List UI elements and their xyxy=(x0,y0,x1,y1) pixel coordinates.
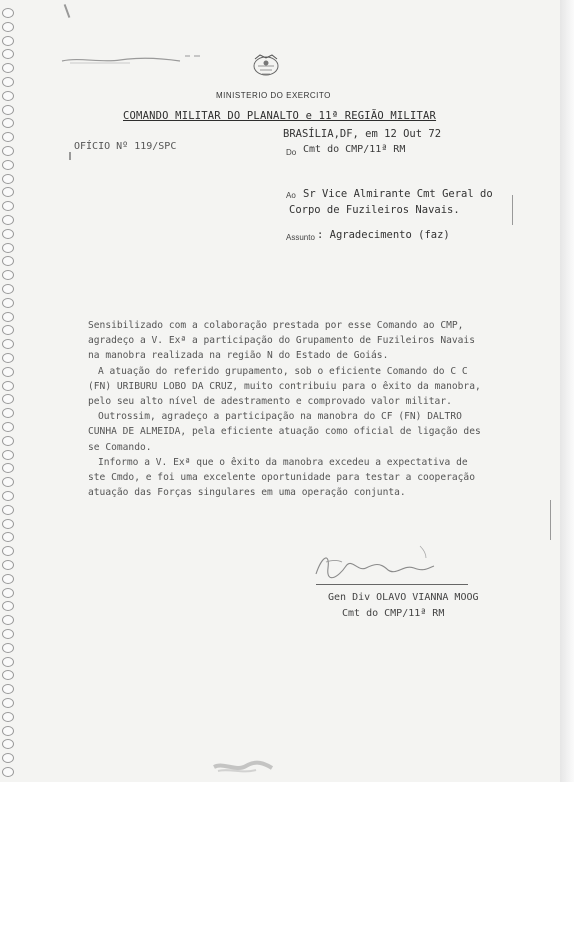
signatory-title: Cmt do CMP/11ª RM xyxy=(342,608,445,619)
binder-hole xyxy=(2,698,14,708)
body-line: pelo seu alto nível de adestramento e comprovado valor militar. xyxy=(88,396,452,408)
body-line: A atuação do referido grupamento, sob o eficiente Comando do C C xyxy=(98,365,468,377)
binder-hole xyxy=(2,312,14,322)
binder-hole xyxy=(2,367,14,377)
binder-hole xyxy=(2,284,14,294)
body-line: (FN) URIBURU LOBO DA CRUZ, muito contribuiu para o êxito da manobra, xyxy=(88,380,481,392)
binder-hole xyxy=(2,657,14,667)
binder-hole xyxy=(2,505,14,515)
binder-hole xyxy=(2,684,14,694)
sender-label: Do xyxy=(286,148,297,157)
body-line: ste Cmdo, e foi uma excelente oportunidade para testar a cooperação xyxy=(88,472,475,484)
binder-hole xyxy=(2,588,14,598)
signatory-name: Gen Div OLAVO VIANNA MOOG xyxy=(328,592,479,603)
signature-line xyxy=(316,584,468,585)
paper-smudge xyxy=(212,758,274,776)
binder-hole xyxy=(2,146,14,156)
margin-mark xyxy=(512,195,513,225)
ministry-name: MINISTERIO DO EXERCITO xyxy=(216,91,331,100)
binder-hole xyxy=(2,712,14,722)
binder-hole xyxy=(2,91,14,101)
binder-hole xyxy=(2,422,14,432)
binder-hole xyxy=(2,753,14,763)
binder-hole xyxy=(2,256,14,266)
binder-hole xyxy=(2,49,14,59)
binder-hole xyxy=(2,174,14,184)
binder-hole xyxy=(2,532,14,542)
binder-hole xyxy=(2,381,14,391)
binder-hole xyxy=(2,670,14,680)
binder-holes xyxy=(2,8,16,778)
recipient-line-1: Sr Vice Almirante Cmt Geral do xyxy=(303,188,493,200)
body-line: Sensibilizado com a colaboração prestada por esse Comando ao CMP, xyxy=(88,320,464,331)
binder-hole xyxy=(2,629,14,639)
binder-hole xyxy=(2,339,14,349)
faded-stamp-mark xyxy=(60,52,210,66)
binder-hole xyxy=(2,408,14,418)
binder-hole xyxy=(2,353,14,363)
binder-hole xyxy=(2,77,14,87)
sender-text: Cmt do CMP/11ª RM xyxy=(303,144,406,155)
binder-hole xyxy=(2,132,14,142)
binder-hole xyxy=(2,615,14,625)
binder-hole xyxy=(2,767,14,777)
binder-hole xyxy=(2,105,14,115)
binder-hole xyxy=(2,325,14,335)
body-line: CUNHA DE ALMEIDA, pela eficiente atuação como oficial de ligação des xyxy=(88,426,481,438)
binder-hole xyxy=(2,574,14,584)
binder-hole xyxy=(2,491,14,501)
binder-hole xyxy=(2,229,14,239)
binder-hole xyxy=(2,22,14,32)
command-heading: COMANDO MILITAR DO PLANALTO e 11ª REGIÃO MILITAR xyxy=(123,110,437,122)
subject-label: Assunto xyxy=(286,233,315,242)
handwritten-signature xyxy=(308,538,438,588)
binder-hole xyxy=(2,394,14,404)
binder-hole xyxy=(2,160,14,170)
recipient-line-2: Corpo de Fuzileiros Navais. xyxy=(289,204,460,216)
binder-hole xyxy=(2,601,14,611)
margin-mark xyxy=(550,500,551,540)
binder-hole xyxy=(2,270,14,280)
binder-hole xyxy=(2,739,14,749)
body-line: atuação das Forças singulares em uma operação conjunta. xyxy=(88,487,406,499)
margin-mark xyxy=(69,152,71,160)
binder-hole xyxy=(2,726,14,736)
binder-hole xyxy=(2,560,14,570)
binder-hole xyxy=(2,36,14,46)
letter-body xyxy=(88,318,520,500)
binder-hole xyxy=(2,519,14,529)
subject-text: : Agradecimento (faz) xyxy=(317,229,450,241)
page-edge xyxy=(560,0,574,782)
binder-hole xyxy=(2,215,14,225)
body-line: agradeço a V. Exª a participação do Grupamento de Fuzileiros Navais xyxy=(88,335,475,347)
binder-hole xyxy=(2,546,14,556)
binder-hole xyxy=(2,243,14,253)
binder-hole xyxy=(2,187,14,197)
binder-hole xyxy=(2,63,14,73)
body-line: Outrossim, agradeço a participação na manobra do CF (FN) DALTRO xyxy=(98,411,462,423)
binder-hole xyxy=(2,201,14,211)
body-line: na manobra realizada na região N do Estado de Goiás. xyxy=(88,350,389,362)
recipient-label: Ao xyxy=(286,191,296,200)
place-and-date: BRASÍLIA,DF, em 12 Out 72 xyxy=(283,128,442,140)
body-line: se Comando. xyxy=(88,441,152,453)
binder-hole xyxy=(2,477,14,487)
binder-hole xyxy=(2,643,14,653)
binder-hole xyxy=(2,463,14,473)
margin-mark xyxy=(64,4,71,18)
binder-hole xyxy=(2,436,14,446)
binder-hole xyxy=(2,450,14,460)
body-line: Informo a V. Exª que o êxito da manobra excedeu a expectativa de xyxy=(98,456,468,468)
army-emblem-icon xyxy=(246,50,286,80)
binder-hole xyxy=(2,8,14,18)
oficio-number: OFÍCIO Nº 119/SPC xyxy=(74,141,177,152)
binder-hole xyxy=(2,118,14,128)
binder-hole xyxy=(2,298,14,308)
